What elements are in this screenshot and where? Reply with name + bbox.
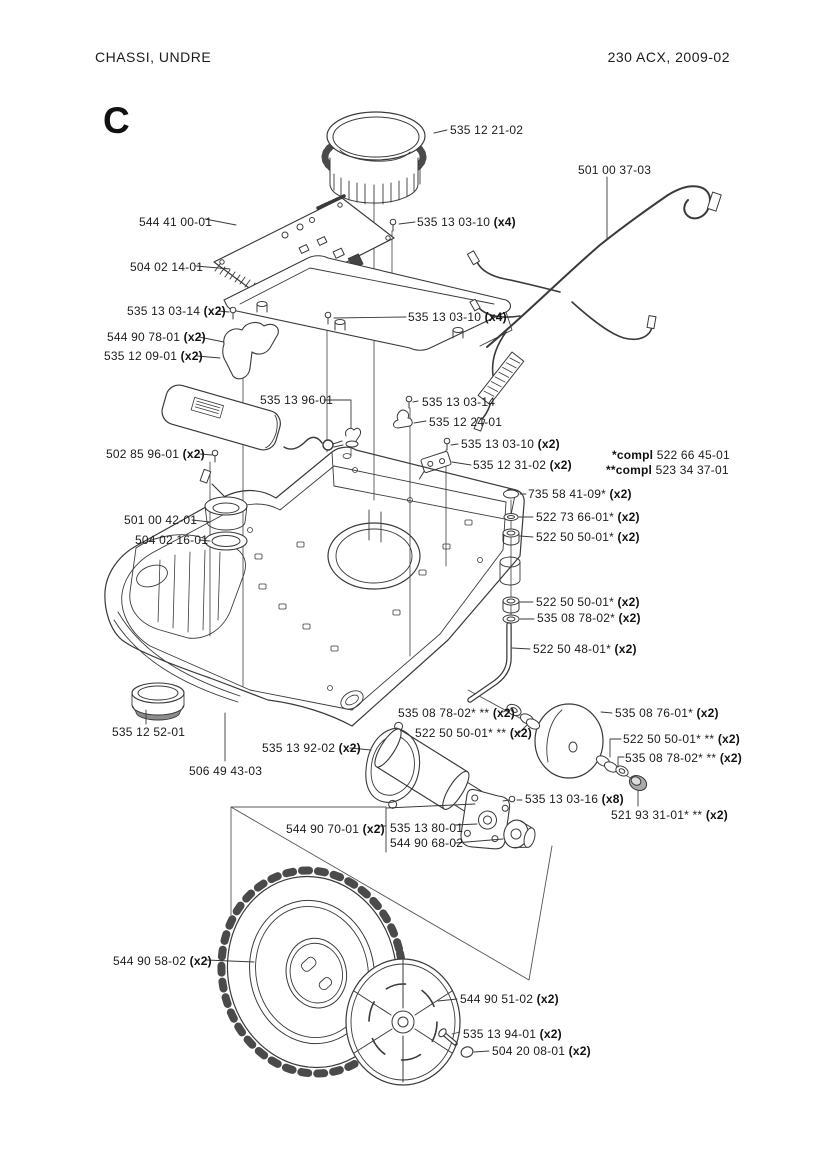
wheel-cover xyxy=(346,959,460,1085)
part-number: 535 13 03-10 xyxy=(417,215,491,229)
part-qty: (x4) xyxy=(490,215,516,229)
part-label xyxy=(113,955,212,968)
part-qty: (x2) xyxy=(359,822,385,836)
part-qty: (x2) xyxy=(611,642,637,656)
seal-ring xyxy=(205,532,247,550)
filter-cup xyxy=(325,112,425,205)
part-number: 535 08 78-02* ** xyxy=(398,706,490,720)
part-label xyxy=(536,596,640,609)
part-number: 502 85 96-01 xyxy=(106,447,180,461)
part-qty: (x2) xyxy=(614,510,640,524)
part-qty: (x2) xyxy=(546,458,572,472)
part-label xyxy=(104,350,203,363)
part-number: 501 00 37-03 xyxy=(578,163,652,177)
part-number: 522 73 66-01* xyxy=(536,510,614,524)
part-qty: (x2) xyxy=(714,732,740,746)
part-number: 535 12 21-02 xyxy=(450,123,524,137)
part-number: 544 90 70-01 xyxy=(286,822,360,836)
part-label xyxy=(127,305,226,318)
bracket xyxy=(223,323,279,379)
part-label xyxy=(286,823,385,836)
model-revision: 230 ACX, 2009-02 xyxy=(607,49,730,65)
part-label xyxy=(112,726,185,739)
battery-cable xyxy=(284,437,343,450)
part-qty: (x2) xyxy=(506,726,532,740)
part-qty: (x2) xyxy=(180,330,206,344)
part-label xyxy=(106,448,205,461)
part-label xyxy=(533,643,637,656)
part-qty: (x2) xyxy=(186,954,212,968)
part-number: 544 90 68-02 xyxy=(390,836,464,850)
part-label xyxy=(130,261,203,274)
part-number: 506 49 43-03 xyxy=(189,764,263,778)
part-qty: (x2) xyxy=(533,992,559,1006)
part-qty: (x2) xyxy=(179,447,205,461)
part-label xyxy=(139,216,212,229)
part-qty: (x2) xyxy=(693,706,719,720)
speaker xyxy=(200,469,247,530)
part-label xyxy=(625,752,742,765)
part-label xyxy=(260,394,333,407)
part-qty: (x2) xyxy=(565,1044,591,1058)
part-label xyxy=(536,511,640,524)
hub-disc xyxy=(535,704,603,778)
part-label xyxy=(615,707,719,720)
part-number: 535 13 03-10 xyxy=(408,310,482,324)
part-number: 535 13 94-01 xyxy=(463,1027,537,1041)
part-number: 535 13 96-01 xyxy=(260,393,334,407)
part-number: 535 12 24-01 xyxy=(429,415,503,429)
part-number: 504 20 08-01 xyxy=(492,1044,566,1058)
part-number: 544 90 58-02 xyxy=(113,954,187,968)
part-label xyxy=(528,488,632,501)
part-number: 535 08 78-02* xyxy=(537,611,615,625)
part-number: 504 02 16-01 xyxy=(135,533,209,547)
part-number: 523 34 37-01 xyxy=(655,463,729,477)
part-label xyxy=(124,514,197,527)
part-number: 535 12 09-01 xyxy=(104,349,178,363)
part-number: 522 50 48-01* xyxy=(533,642,611,656)
part-qty: (x2) xyxy=(489,706,515,720)
part-label xyxy=(536,531,640,544)
part-label xyxy=(390,837,463,850)
cover-washer xyxy=(460,1045,475,1059)
part-number: 501 00 42-01 xyxy=(124,513,198,527)
part-label xyxy=(463,1028,562,1041)
part-label xyxy=(135,534,208,547)
part-label xyxy=(390,822,463,835)
part-label xyxy=(623,733,740,746)
part-label xyxy=(398,707,515,720)
part-label xyxy=(417,216,516,229)
part-label xyxy=(450,124,523,137)
part-label xyxy=(189,765,262,778)
part-qty: (x2) xyxy=(614,530,640,544)
part-qty: (x2) xyxy=(335,741,361,755)
part-label xyxy=(473,459,572,472)
part-number: 522 50 50-01* ** xyxy=(623,732,715,746)
cable-clip xyxy=(346,428,361,447)
part-number: 504 02 14-01 xyxy=(130,260,204,274)
part-qty: (x2) xyxy=(177,349,203,363)
part-label xyxy=(537,612,641,625)
part-label xyxy=(525,793,624,806)
part-label xyxy=(461,438,560,451)
part-qty: (x2) xyxy=(606,487,632,501)
part-label xyxy=(262,742,361,755)
part-qty: (x2) xyxy=(716,751,742,765)
part-number: 544 41 00-01 xyxy=(139,215,213,229)
part-number: 521 93 31-01* ** xyxy=(611,808,703,822)
part-qty: (x2) xyxy=(702,808,728,822)
part-label xyxy=(492,1045,591,1058)
clamp xyxy=(394,410,413,428)
part-number: 535 13 03-16 xyxy=(525,792,599,806)
section-letter: C xyxy=(103,100,130,141)
part-label xyxy=(578,164,651,177)
part-qty: (x8) xyxy=(598,792,624,806)
part-number: 535 13 80-01 xyxy=(390,821,464,835)
part-number: 535 12 31-02 xyxy=(473,458,547,472)
part-number: 544 90 78-01 xyxy=(107,330,181,344)
part-number: 535 12 52-01 xyxy=(112,725,186,739)
page-title: CHASSI, UNDRE xyxy=(95,49,212,65)
part-number: 522 50 50-01* xyxy=(536,595,614,609)
plate xyxy=(414,451,453,479)
part-qty: (x2) xyxy=(615,611,641,625)
part-qty: (x4) xyxy=(481,310,507,324)
part-number: 535 08 78-02* ** xyxy=(625,751,717,765)
part-qty: (x2) xyxy=(534,437,560,451)
part-number: 522 66 45-01 xyxy=(656,448,730,462)
part-label xyxy=(408,311,507,324)
part-label: **compl 523 34 37-01 xyxy=(606,463,729,477)
part-number: 522 50 50-01* ** xyxy=(415,726,507,740)
motor-flange xyxy=(454,788,516,855)
part-label: *compl 522 66 45-01 xyxy=(612,448,730,462)
part-number: 535 08 76-01* xyxy=(615,706,693,720)
part-number: 535 13 92-02 xyxy=(262,741,336,755)
part-qty: (x2) xyxy=(536,1027,562,1041)
part-number: 522 50 50-01* xyxy=(536,530,614,544)
part-qty: (x2) xyxy=(614,595,640,609)
part-number: 535 13 03-14 xyxy=(127,304,201,318)
part-qty: (x2) xyxy=(200,304,226,318)
part-label xyxy=(460,993,559,1006)
part-label xyxy=(415,727,532,740)
part-label xyxy=(429,416,502,429)
part-number: 535 13 03-10 xyxy=(461,437,535,451)
part-number: 544 90 51-02 xyxy=(460,992,534,1006)
part-number: 735 58 41-09* xyxy=(528,487,606,501)
rubber-cap xyxy=(132,683,184,720)
part-label xyxy=(107,331,206,344)
part-label xyxy=(611,809,728,822)
part-number: 535 13 03-14 xyxy=(422,395,496,409)
part-label xyxy=(422,396,495,409)
axle-rod xyxy=(470,625,509,700)
